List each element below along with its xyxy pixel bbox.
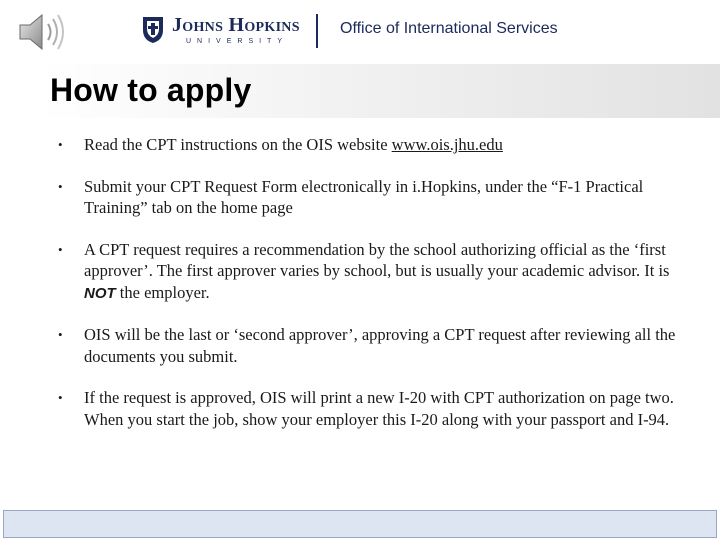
bullet-text: OIS will be the last or ‘second approver’, approving a CPT request after reviewing all the documents you submit. bbox=[84, 325, 676, 366]
speaker-icon[interactable] bbox=[16, 10, 68, 54]
university-name: Johns Hopkins bbox=[172, 14, 300, 36]
header-divider bbox=[316, 14, 318, 48]
bullet-text-end: the employer. bbox=[115, 282, 210, 302]
emphasis-not: NOT bbox=[84, 284, 116, 302]
header-logos bbox=[140, 12, 580, 52]
bullet-marker: • bbox=[58, 241, 63, 257]
bullet-text: If the request is approved, OIS will print a new I-20 with CPT authorization on page two. When you start the job, show your employer this I-20 along with your passport and I-94. bbox=[84, 388, 674, 429]
bullet-text: A CPT request requires a recommendation by the school authorizing official as the ‘first approver’. The first approver varies by school, but is usually your academic advisor. It is bbox=[84, 239, 670, 280]
bullet-text: Read the CPT instructions on the OIS website bbox=[84, 135, 392, 154]
bullet-text: Submit your CPT Request Form electronically in i.Hopkins, under the “F-1 Practical Training” tab on the home page bbox=[84, 176, 644, 217]
list-item bbox=[58, 239, 698, 305]
list-item bbox=[58, 176, 698, 219]
university-subtitle: UNIVERSITY bbox=[186, 38, 289, 45]
bullet-marker: • bbox=[58, 178, 63, 194]
bullet-marker: • bbox=[58, 390, 63, 405]
ois-website-link[interactable]: www.ois.jhu.edu bbox=[391, 135, 503, 154]
jhu-shield-icon bbox=[142, 16, 164, 44]
slide-title: How to apply bbox=[50, 72, 252, 108]
bullet-marker: • bbox=[58, 137, 63, 152]
list-item bbox=[58, 134, 698, 156]
bullet-marker: • bbox=[58, 327, 63, 342]
list-item bbox=[58, 324, 698, 367]
list-item bbox=[58, 387, 698, 430]
bullet-list bbox=[58, 134, 698, 430]
footer-bar bbox=[3, 510, 717, 538]
office-name: Office of International Services bbox=[340, 20, 558, 37]
